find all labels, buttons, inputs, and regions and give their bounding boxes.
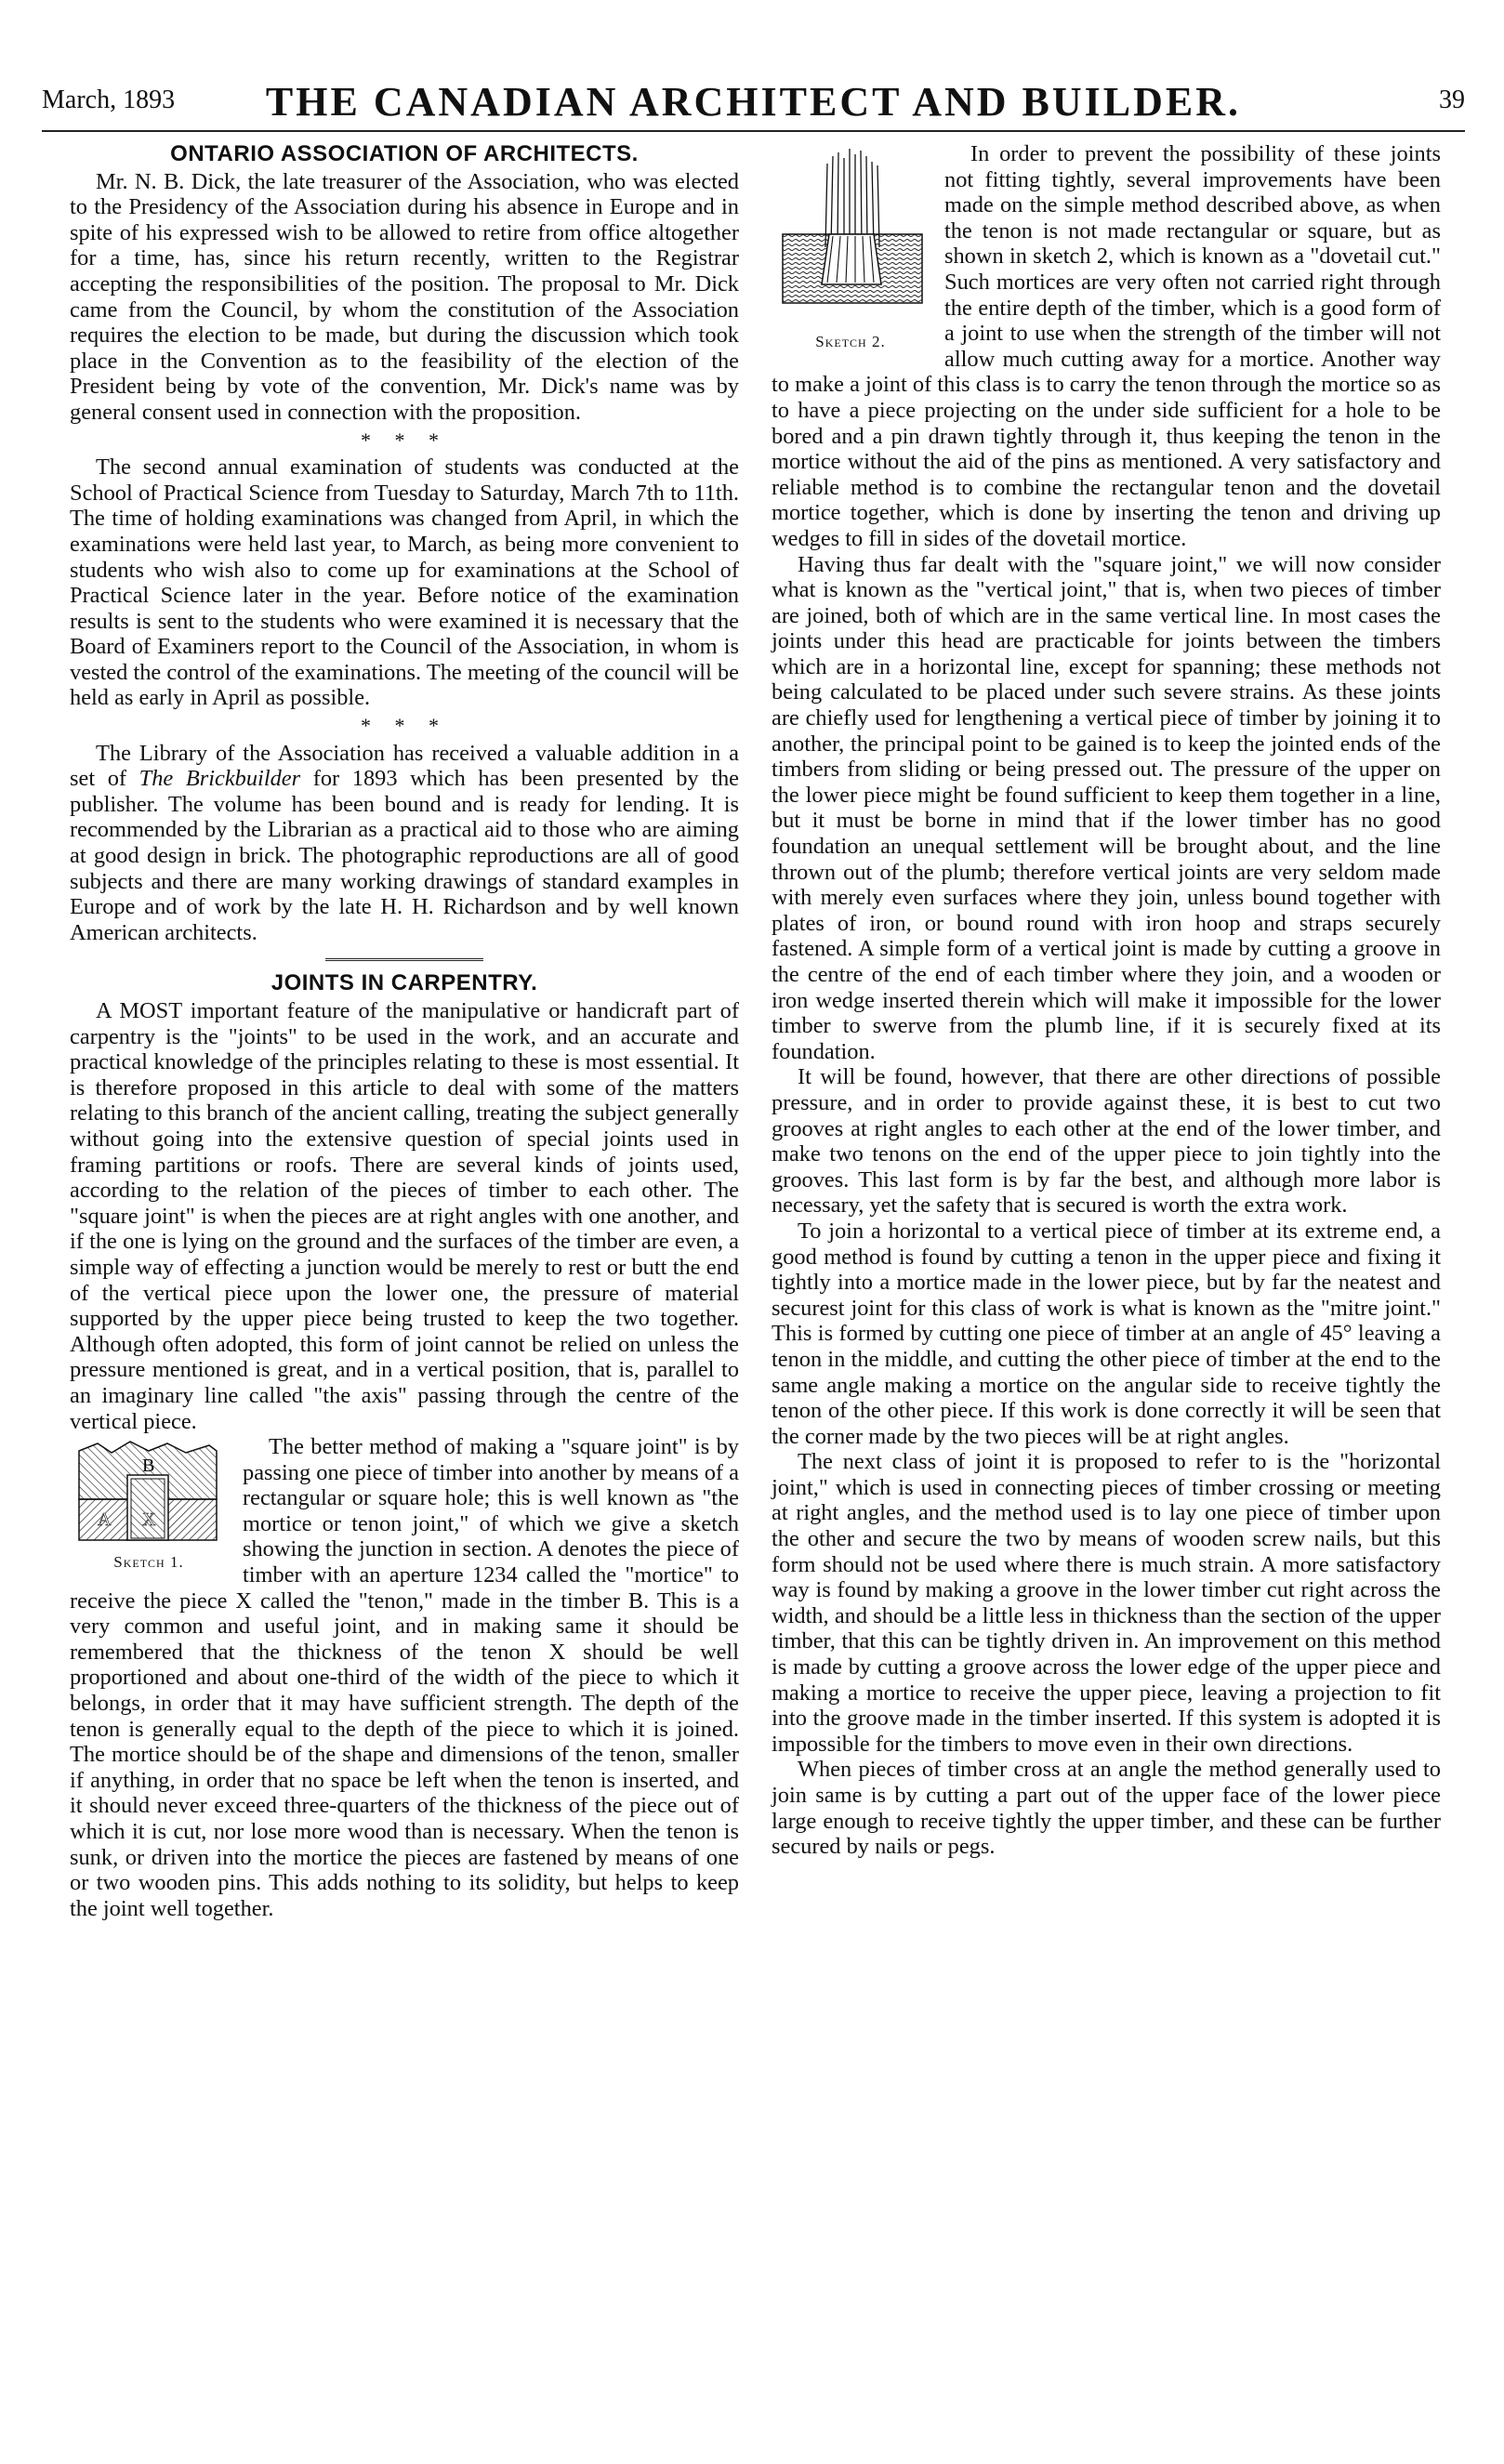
- issue-date: March, 1893: [42, 86, 176, 114]
- page-header: [42, 78, 1465, 130]
- library-text-pre: The Library of the Association has received a valuable addition in a set of: [70, 740, 739, 792]
- joints-paragraph-7: The next class of joint it is proposed to refer to is the "horizontal joint," which is used in connecting pieces of timber crossing or meeting at right angles, and the method used is to lay one piece of timber upon the other and secure the two by means of wooden screw nails, but this form should not be used where there is much strain. A more satisfactory way is found by making a groove in the lower timber cut right across the width, and should be a little less in thickness than the section of the upper timber, that this can be tightly driven in. An improvement on this method is made by cutting a groove across the lower edge of the upper piece and making a mortice to receive the upper piece, leaving a projection to fit into the groove made in the timber inserted. If this system is adopted it is impossible for the timbers to move even in their own directions.: [772, 1449, 1441, 1757]
- joints-paragraph-5: It will be found, however, that there are other directions of possible pressure, and in order to provide against these, it is best to cut two grooves at right angles to each other at the end of the lower timber, and make two tenons on the end of the upper piece to join tightly into the grooves. This last form is by far the best, and although more labor is necessary, yet the safety that is secured is worth the extra work.: [772, 1064, 1441, 1219]
- library-text-post: for 1893 which has been presented by the publisher. The volume has been bound and is ready for lending. It is recommended by the Librarian as a practical aid to those who are aiming at good design in brick. The photographic reproductions are all of good subjects and there are many working drawings of standard examples in Europe and of work by the late H. H. Richardson and by well known American architects.: [70, 766, 739, 945]
- ontario-heading: ONTARIO ASSOCIATION OF ARCHITECTS.: [170, 141, 639, 166]
- publication-title: THE CANADIAN ARCHITECT AND BUILDER.: [265, 79, 1242, 125]
- article-divider: [325, 958, 483, 961]
- mortice-tenon-sketch: [70, 1438, 228, 1548]
- joints-paragraph-2-text: The better method of making a "square joint" is by passing one piece of timber into another by means of a rectangular or square hole; this is well known as "the mortice or tenon joint," of which we give a sketch showing the junction in section. A denotes the piece of timber with an aperture 1234 called the "mortice" to receive the piece X called the "tenon," made in the timber B. This is a very common and useful joint, and in making same it should be remembered that the thickness of the tenon X should be well proportioned and about one-third of the width of the piece to which it belongs, in order that it may have sufficient strength. The depth of the tenon is generally equal to the depth of the piece to which it is joined. The mortice should be of the shape and dimensions of the tenon, smaller if anything, in order that no space be left when the tenon is inserted, and it should never exceed three-quarters of the thickness of the piece out of which it is cut, nor lose more wood than is necessary. When the tenon is sunk, or driven into the mortice the pieces are fastened by means of one or two wooden pins. This adds nothing to its solidity, but helps to keep the joint well together.: [70, 1434, 739, 1921]
- sketch-1-label-x: X: [142, 1509, 156, 1531]
- joints-paragraph-2: [70, 1434, 739, 1921]
- right-column: [772, 141, 1441, 1860]
- header-rule: [42, 130, 1465, 132]
- joints-paragraph-8: When pieces of timber cross at an angle the method generally used to join same is by cutting a part out of the upper face of the lower piece large enough to receive tightly the upper timber, and these can be further secured by nails or pegs.: [772, 1757, 1441, 1860]
- ontario-paragraph-3: [70, 741, 739, 946]
- sketch-1-figure: [70, 1438, 228, 1575]
- ontario-paragraph-1: Mr. N. B. Dick, the late treasurer of the Association, who was elected to the Presidency of the Association during his absence in Europe and in spite of his expressed wish to be allowed to retire from office altogether for a time, has, since his return recently, written to the Registrar accepting the responsibilities of the position. The proposal to Mr. Dick came from the Council, by whom the constitution of the Association requires the election to be made, but during the discussion which took place in the Convention as to the feasibility of the election of the President being by vote of the convention, Mr. Dick's name was by general consent used in connection with the proposition.: [70, 168, 739, 425]
- book-title: The Brickbuilder: [139, 766, 301, 792]
- sketch-1-label-a: A: [98, 1509, 112, 1531]
- joints-paragraph-6: To join a horizontal to a vertical piece of timber at its extreme end, a good method is found by cutting a tenon in the upper piece and fixing it tightly into a mortice made in the lower piece, but by far the neatest and securest joint for this class of work is what is known as the "mitre joint." This is formed by cutting one piece of timber at an angle of 45° leaving a tenon in the middle, and cutting the other piece of timber at the end to the same angle making a mortice on the angular side to receive tightly the tenon of the other piece. If this work is done correctly it will be seen that the corner made by the two pieces will be at right angles.: [772, 1218, 1441, 1449]
- ontario-paragraph-2: The second annual examination of students was conducted at the School of Practical Science from Tuesday to Saturday, March 7th to 11th. The time of holding examinations was changed from April, in which the examinations were held last year, to March, as being more convenient to students who wish also to come up for examinations at the School of Practical Science later in the year. Before notice of the examination results is sent to the students who were examined it is necessary that the Board of Examiners report to the Council of the Association, in whom is vested the control of the examinations. The meeting of the council will be held as early in April as possible.: [70, 455, 739, 711]
- sketch-1-label-b: B: [142, 1456, 155, 1477]
- section-stars-2: * * *: [361, 714, 448, 738]
- joints-paragraph-4: Having thus far dealt with the "square joint," we will now consider what is known as the "vertical joint," that is, when two pieces of timber are joined, both of which are in the same vertical line. In most cases the joints under this head are practicable for joints between the timbers which are in a horizontal line, except for spanning; these methods not being calculated to be placed under such severe strains. As these joints are chiefly used for lengthening a vertical piece of timber by joining it to another, the principal point to be gained is to keep the jointed ends of the timbers from sliding or being pressed out. The pressure of the upper on the lower piece might be found sufficient to keep them together in a line, but it must be borne in mind that if the lower timber has no good foundation an unequal settlement will be brought about, and the line thrown out of the plumb; therefore vertical joints are very seldom made with merely even surfaces where they join, unless bound together with plates of iron, or bound round with iron hoop and straps securely fastened. A simple form of a vertical joint is made by cutting a groove in the centre of the end of each timber where they join, and a wooden or iron wedge inserted therein which will make it impossible for the lower timber to swerve from the plumb line, if it is securely fixed at its foundation.: [772, 551, 1441, 1064]
- sketch-2-caption: Sketch 2.: [815, 333, 886, 350]
- joints-heading: JOINTS IN CARPENTRY.: [270, 970, 538, 996]
- page-number: 39: [1439, 86, 1465, 114]
- sketch-1-caption: Sketch 1.: [113, 1553, 184, 1572]
- sketch-2-figure: [772, 145, 930, 355]
- left-column: [70, 141, 739, 1921]
- joints-paragraph-3: [772, 141, 1441, 552]
- section-stars-1: * * *: [361, 428, 448, 452]
- dovetail-sketch: [772, 145, 930, 327]
- joints-paragraph-1: A MOST important feature of the manipulative or handicraft part of carpentry is the "joints" to be used in the work, and an accurate and practical knowledge of the principles relating to these is most essential. It is therefore proposed in this article to deal with some of the matters relating to this branch of the ancient calling, treating the subject generally without going into the extensive question of special joints used in framing partitions or roofs. There are several kinds of joints used, according to the relation of the pieces of timber to each other. The "square joint" is when the pieces are at right angles with one another, and if the one is lying on the ground and the surfaces of the timber are even, a simple way of effecting a junction would be merely to rest or butt the end of the vertical piece upon the lower one, the pressure of material supported by the upper piece being trusted to keep the two together. Although often adopted, this form of joint cannot be relied on unless the pressure mentioned is great, and in a vertical position, that is, parallel to an imaginary line called "the axis" passing through the centre of the vertical piece.: [70, 998, 739, 1434]
- joints-paragraph-3-text: In order to prevent the possibility of these joints not fitting tightly, several improvements have been made on the simple method described above, as when the tenon is not made rectangular or square, but as shown in sketch 2, which is known as a "dovetail cut." Such mortices are very often not carried right through the entire depth of the timber, which is a good form of a joint to use when the strength of the timber will not allow much cutting away for a mortice. Another way to make a joint of this class is to carry the tenon through the mortice so as to have a piece projecting on the under side sufficient for a hole to be bored and a pin drawn tightly through it, thus keeping the tenon in the mortice without the aid of the pins as mentioned. A very satisfactory and reliable method is to combine the rectangular tenon and the dovetail mortice together, which is done by inserting the tenon and driving up wedges to fill in sides of the dovetail mortice.: [772, 141, 1441, 551]
